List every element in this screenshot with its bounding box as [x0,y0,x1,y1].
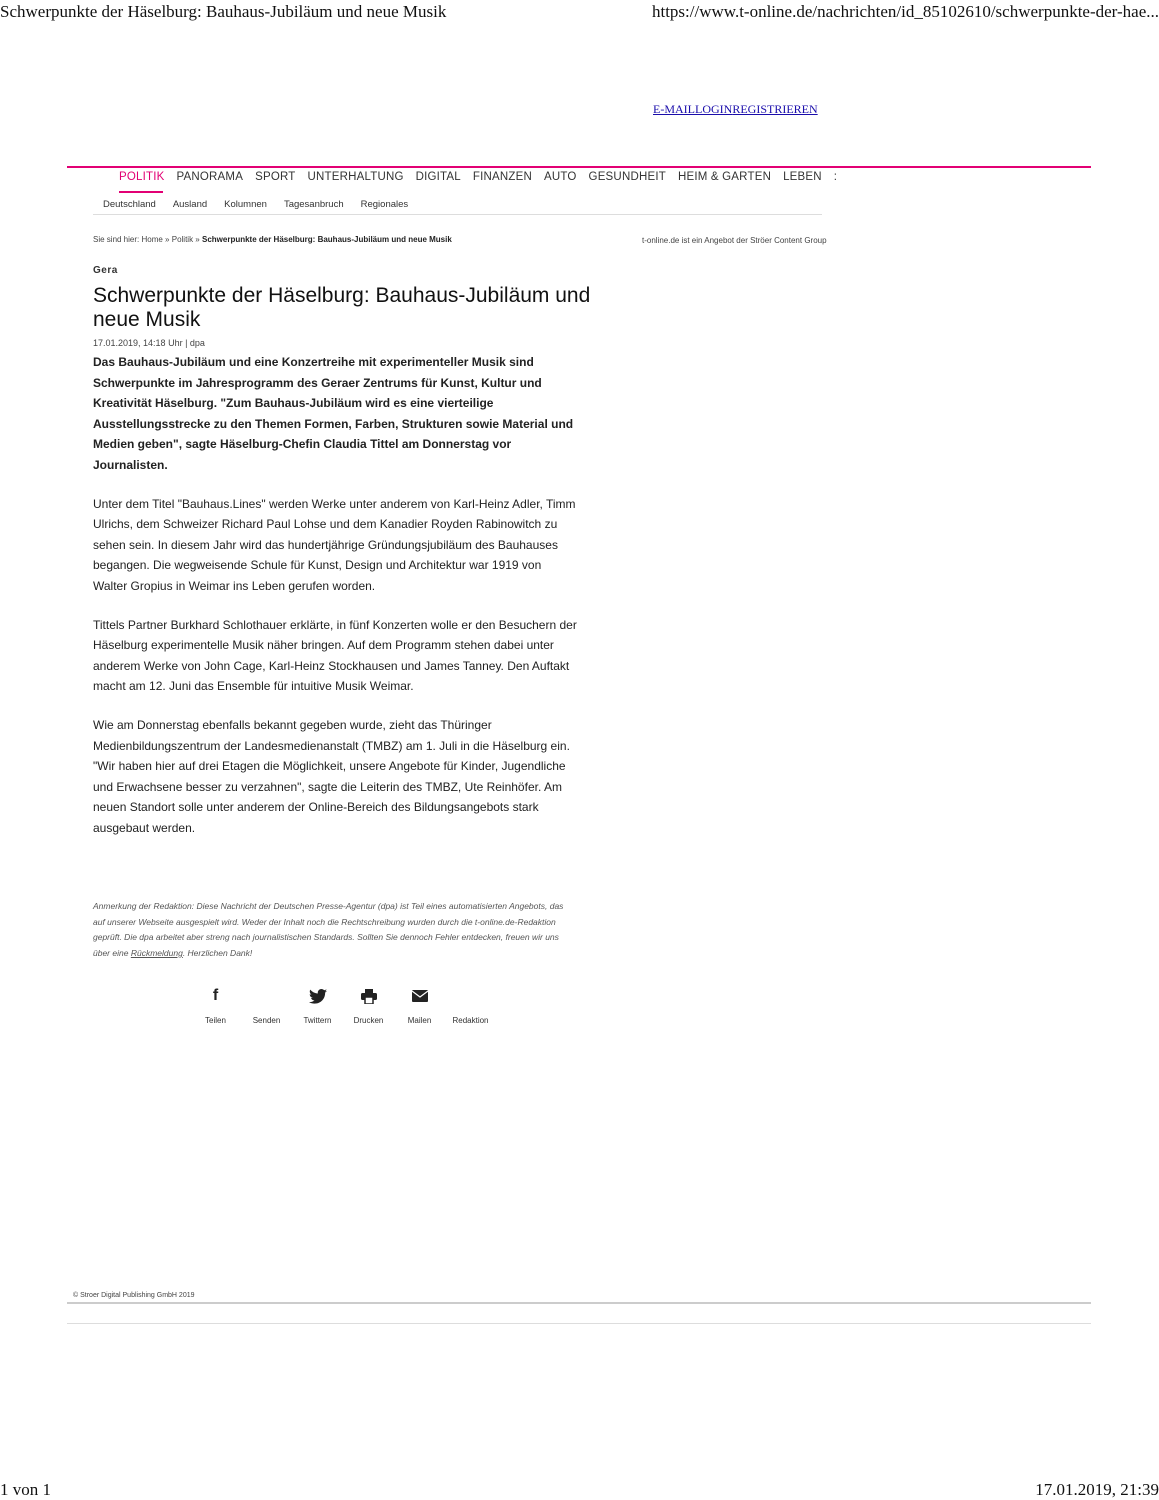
feedback-link[interactable]: Rückmeldung [130,947,183,958]
nav-item-heim-garten[interactable]: HEIM & GARTEN [677,171,772,183]
nav-active-indicator [119,191,163,193]
nav-item-auto[interactable]: AUTO [544,171,577,183]
share-label: Mailen [407,1016,432,1025]
register-link[interactable]: REGISTRIEREN [732,102,818,116]
print-icon [343,985,394,1007]
subnav-divider [93,214,822,215]
print-footer [0,1480,1159,1500]
subnav-item-deutschland[interactable]: Deutschland [103,199,156,210]
share-twitter-button[interactable] [292,985,343,1025]
breadcrumb-home[interactable]: Home [141,235,163,244]
nav-item-sport[interactable]: SPORT [255,171,296,183]
breadcrumb-section[interactable]: Politik [171,235,194,244]
brand-line [67,166,1091,168]
share-facebook-button[interactable] [190,985,241,1025]
nav-item-gesundheit[interactable]: GESUNDHEIT [588,171,666,183]
print-header [0,2,1159,26]
print-datetime: 17.01.2019, 21:39 [1035,1480,1159,1499]
account-links [653,102,818,117]
share-label: Senden [252,1016,281,1025]
print-page-url: https://www.t-online.de/nachrichten/id_85102610/schwerpunkte-der-hae... [651,2,1159,21]
nav-more[interactable]: : [833,171,838,183]
subnav-item-ausland[interactable]: Ausland [172,199,208,210]
article-paragraph: Unter dem Titel "Bauhaus.Lines" werden Werke unter anderem von Karl-Heinz Adler, Timm Ulrichs, dem Schweizer Richard Paul Lohse und dem Kanadier Royden Rabinowitch zu sehen sein. In diesem Jahr wird das hundertjährige Gründungsjubiläum des Bauhauses begangen. Die wegweisende Schule für Kunst, Design und Architektur war 1919 von Walter Gropius in Weimar ins Leben gerufen worden. [93,496,576,593]
provider-note: t-online.de ist ein Angebot der Ströer Content Group [642,236,827,245]
login-link[interactable]: LOGIN [695,102,733,116]
share-send-button[interactable] [241,985,292,1025]
editorial-icon [445,985,496,1007]
mail-icon [394,985,445,1007]
breadcrumb-current: Schwerpunkte der Häselburg: Bauhaus-Jubiläum und neue Musik [201,235,452,244]
site-footer [67,1290,1091,1304]
breadcrumb-prefix: Sie sind hier: [93,235,140,244]
send-icon [241,985,292,1007]
note-end: . Herzlichen Dank! [182,947,253,958]
share-bar [190,985,496,1025]
nav-item-leben[interactable]: LEBEN [783,171,822,183]
share-label: Redaktion [452,1016,489,1025]
share-mail-button[interactable] [394,985,445,1025]
breadcrumb: Sie sind hier: Home » Politik » Schwerpunkte der Häselburg: Bauhaus-Jubiläum und neue Musik [93,235,452,244]
nav-item-unterhaltung[interactable]: UNTERHALTUNG [307,171,404,183]
nav-item-finanzen[interactable]: FINANZEN [472,171,532,183]
note-text: Anmerkung der Redaktion: Diese Nachricht der Deutschen Presse-Agentur (dpa) ist Teil eines automatisierten Angebots, das auf unserer Webseite ausgespielt wird. Weder der Inhalt noch die Rechtschreibung wurden durch die t-online.de-Redaktion geprüft. Die dpa arbeitet aber streng nach journalistischen Standards. Sollten Sie dennoch Fehler entdecken, freuen wir uns über eine [93,901,564,958]
share-label: Twittern [303,1016,332,1025]
footer-divider [67,1323,1091,1324]
email-link[interactable]: E-MAIL [653,102,695,116]
share-label: Teilen [205,1016,226,1025]
article-lead: Das Bauhaus-Jubiläum und eine Konzertreihe mit experimenteller Musik sind Schwerpunkte im Jahresprogramm des Geraer Zentrums für Kunst, Kultur und Kreativität Häselburg. "Zum Bauhaus-Jubiläum wird es eine vierteilige Ausstellungsstrecke zu den Themen Formen, Farben, Strukturen sowie Material und Medien geben", sagte Häselburg-Chefin Claudia Tittel am Donnerstag vor Journalisten. [93,355,574,472]
article-kicker: Gera [93,265,118,276]
editorial-note [93,899,573,961]
share-print-button[interactable] [343,985,394,1025]
article-body [93,352,578,856]
subnav-item-regionales[interactable]: Regionales [360,199,409,210]
article-title: Schwerpunkte der Häselburg: Bauhaus-Jubiläum und neue Musik [93,284,591,331]
sub-navigation [103,199,425,210]
share-label: Drucken [353,1016,384,1025]
main-navigation [119,171,849,183]
nav-item-panorama[interactable]: PANORAMA [176,171,244,183]
nav-item-politik[interactable]: POLITIK [119,171,165,183]
nav-item-digital[interactable]: DIGITAL [415,171,461,183]
print-page-title: Schwerpunkte der Häselburg: Bauhaus-Jubiläum und neue Musik [0,2,447,21]
subnav-item-tagesanbruch[interactable]: Tagesanbruch [283,199,344,210]
subnav-item-kolumnen[interactable]: Kolumnen [224,199,267,210]
share-editorial-button[interactable] [445,985,496,1025]
twitter-icon [292,985,343,1007]
copyright: © Stroer Digital Publishing GmbH 2019 [73,1292,195,1299]
facebook-icon: f [212,987,219,1004]
article-paragraph: Tittels Partner Burkhard Schlothauer erklärte, in fünf Konzerten wolle er den Besuchern der Häselburg experimentelle Musik näher bringen. Auf dem Programm stehen dabei unter anderem Werke von John Cage, Karl-Heinz Stockhausen und James Tanney. Den Auftakt macht am 12. Juni das Ensemble für intuitive Musik Weimar. [93,617,577,694]
article-meta: 17.01.2019, 14:18 Uhr | dpa [93,338,205,348]
print-page-count: 1 von 1 [0,1480,51,1499]
article-paragraph: Wie am Donnerstag ebenfalls bekannt gegeben wurde, zieht das Thüringer Medienbildungszentrum der Landesmedienanstalt (TMBZ) am 1. Juli in die Häselburg ein. "Wir haben hier auf drei Etagen die Möglichkeit, unsere Angebote für Kinder, Jugendliche und Erwachsene besser zu verzahnen", sagte die Leiterin des TMBZ, Ute Reinhöfer. Am neuen Standort solle unter anderem der Online-Bereich des Bildungsangebots stark ausgebaut werden. [93,717,570,835]
